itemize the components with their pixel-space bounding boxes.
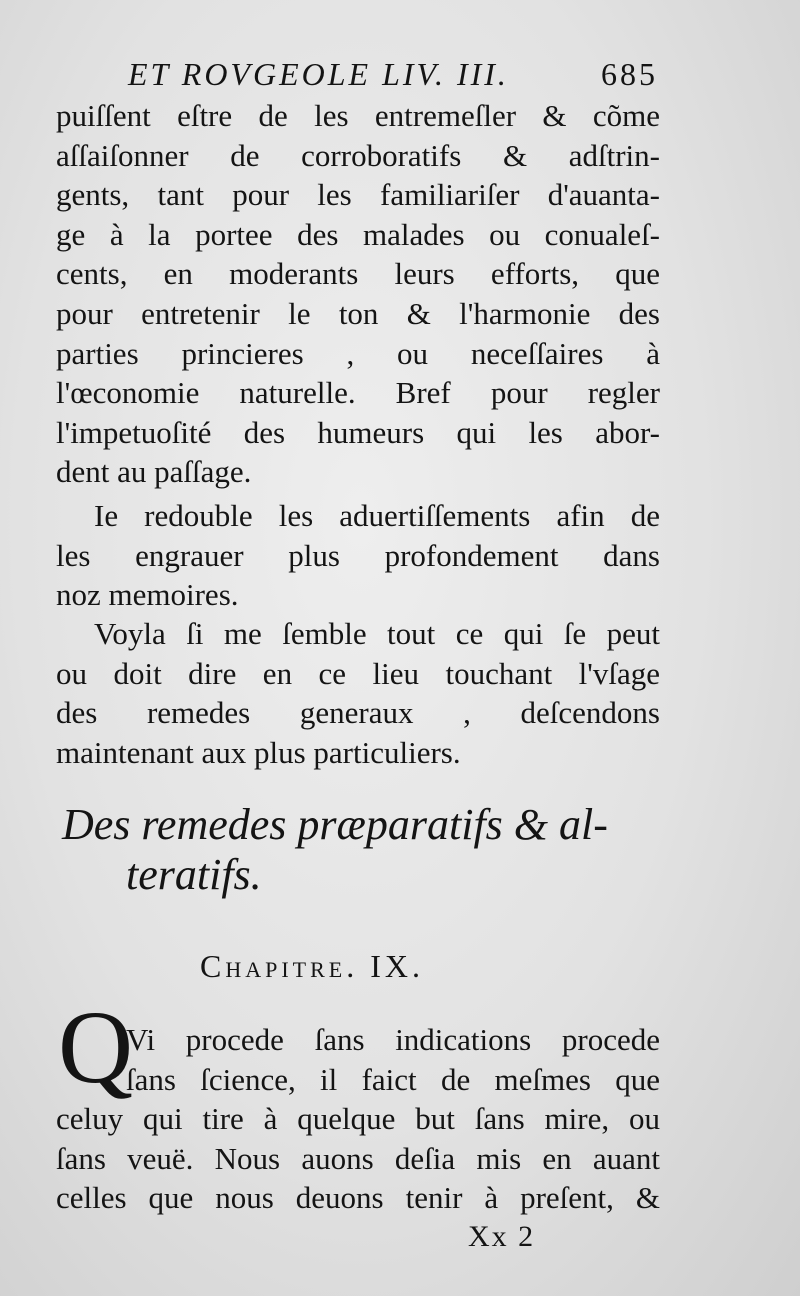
- running-head: [128, 56, 658, 93]
- text-line: aſſaiſonner de corroboratifs & adſtrin-: [56, 137, 660, 173]
- text-line: Voyla ſi me ſemble tout ce qui ſe peut: [94, 616, 660, 651]
- chapter-label: Chapitre. IX.: [200, 948, 424, 984]
- text-line: ſans ſcience, il faict de meſmes que: [126, 1061, 660, 1097]
- page-number: 685: [601, 56, 658, 92]
- text-line: parties princieres , ou neceſſaires à: [56, 335, 660, 371]
- text-line: ge à la portee des malades ou conualeſ-: [56, 216, 660, 252]
- signature-mark: Xx 2: [468, 1220, 536, 1253]
- text-line: l'impetuoſité des humeurs qui les abor-: [56, 414, 660, 450]
- drop-cap: Q: [58, 990, 134, 1105]
- paragraph-3: [56, 614, 660, 772]
- text-line: cents, en moderants leurs efforts, que: [56, 256, 660, 292]
- text-line: pour entretenir le ton & l'harmonie des: [56, 295, 660, 331]
- paragraph-4: [56, 1020, 660, 1218]
- text-line: Vi procede ſans indications procede: [126, 1022, 660, 1057]
- text-line: gents, tant pour les familiariſer d'auanta-: [56, 177, 660, 213]
- text-line: des remedes generaux , deſcendons: [56, 695, 660, 731]
- text-line: maintenant aux plus particuliers.: [56, 734, 461, 770]
- text-line: l'œconomie naturelle. Bref pour regler: [56, 375, 660, 411]
- paragraph-2: [56, 496, 660, 615]
- text-line: puiſſent eſtre de les entremeſler & cõme: [56, 98, 660, 133]
- section-heading-line1: Des remedes præparatifs & al-: [62, 800, 608, 849]
- section-heading-line2: teratifs.: [126, 850, 262, 899]
- running-head-title: ET ROVGEOLE LIV. III.: [128, 56, 509, 92]
- text-line: ſans veuë. Nous auons deſia mis en auant: [56, 1140, 660, 1176]
- text-line: les engrauer plus profondement dans: [56, 537, 660, 573]
- text-line: celles que nous deuons tenir à preſent, &: [56, 1180, 660, 1216]
- text-line: dent au paſſage.: [56, 454, 252, 490]
- text-line: noz memoires.: [56, 577, 239, 613]
- text-line: celuy qui tire à quelque but ſans mire, ou: [56, 1101, 660, 1137]
- text-line: ou doit dire en ce lieu touchant l'vſage: [56, 655, 660, 691]
- paragraph-1: [56, 96, 660, 492]
- section-heading: [62, 800, 662, 900]
- text-line: Ie redouble les aduertiſſements afin de: [94, 498, 660, 533]
